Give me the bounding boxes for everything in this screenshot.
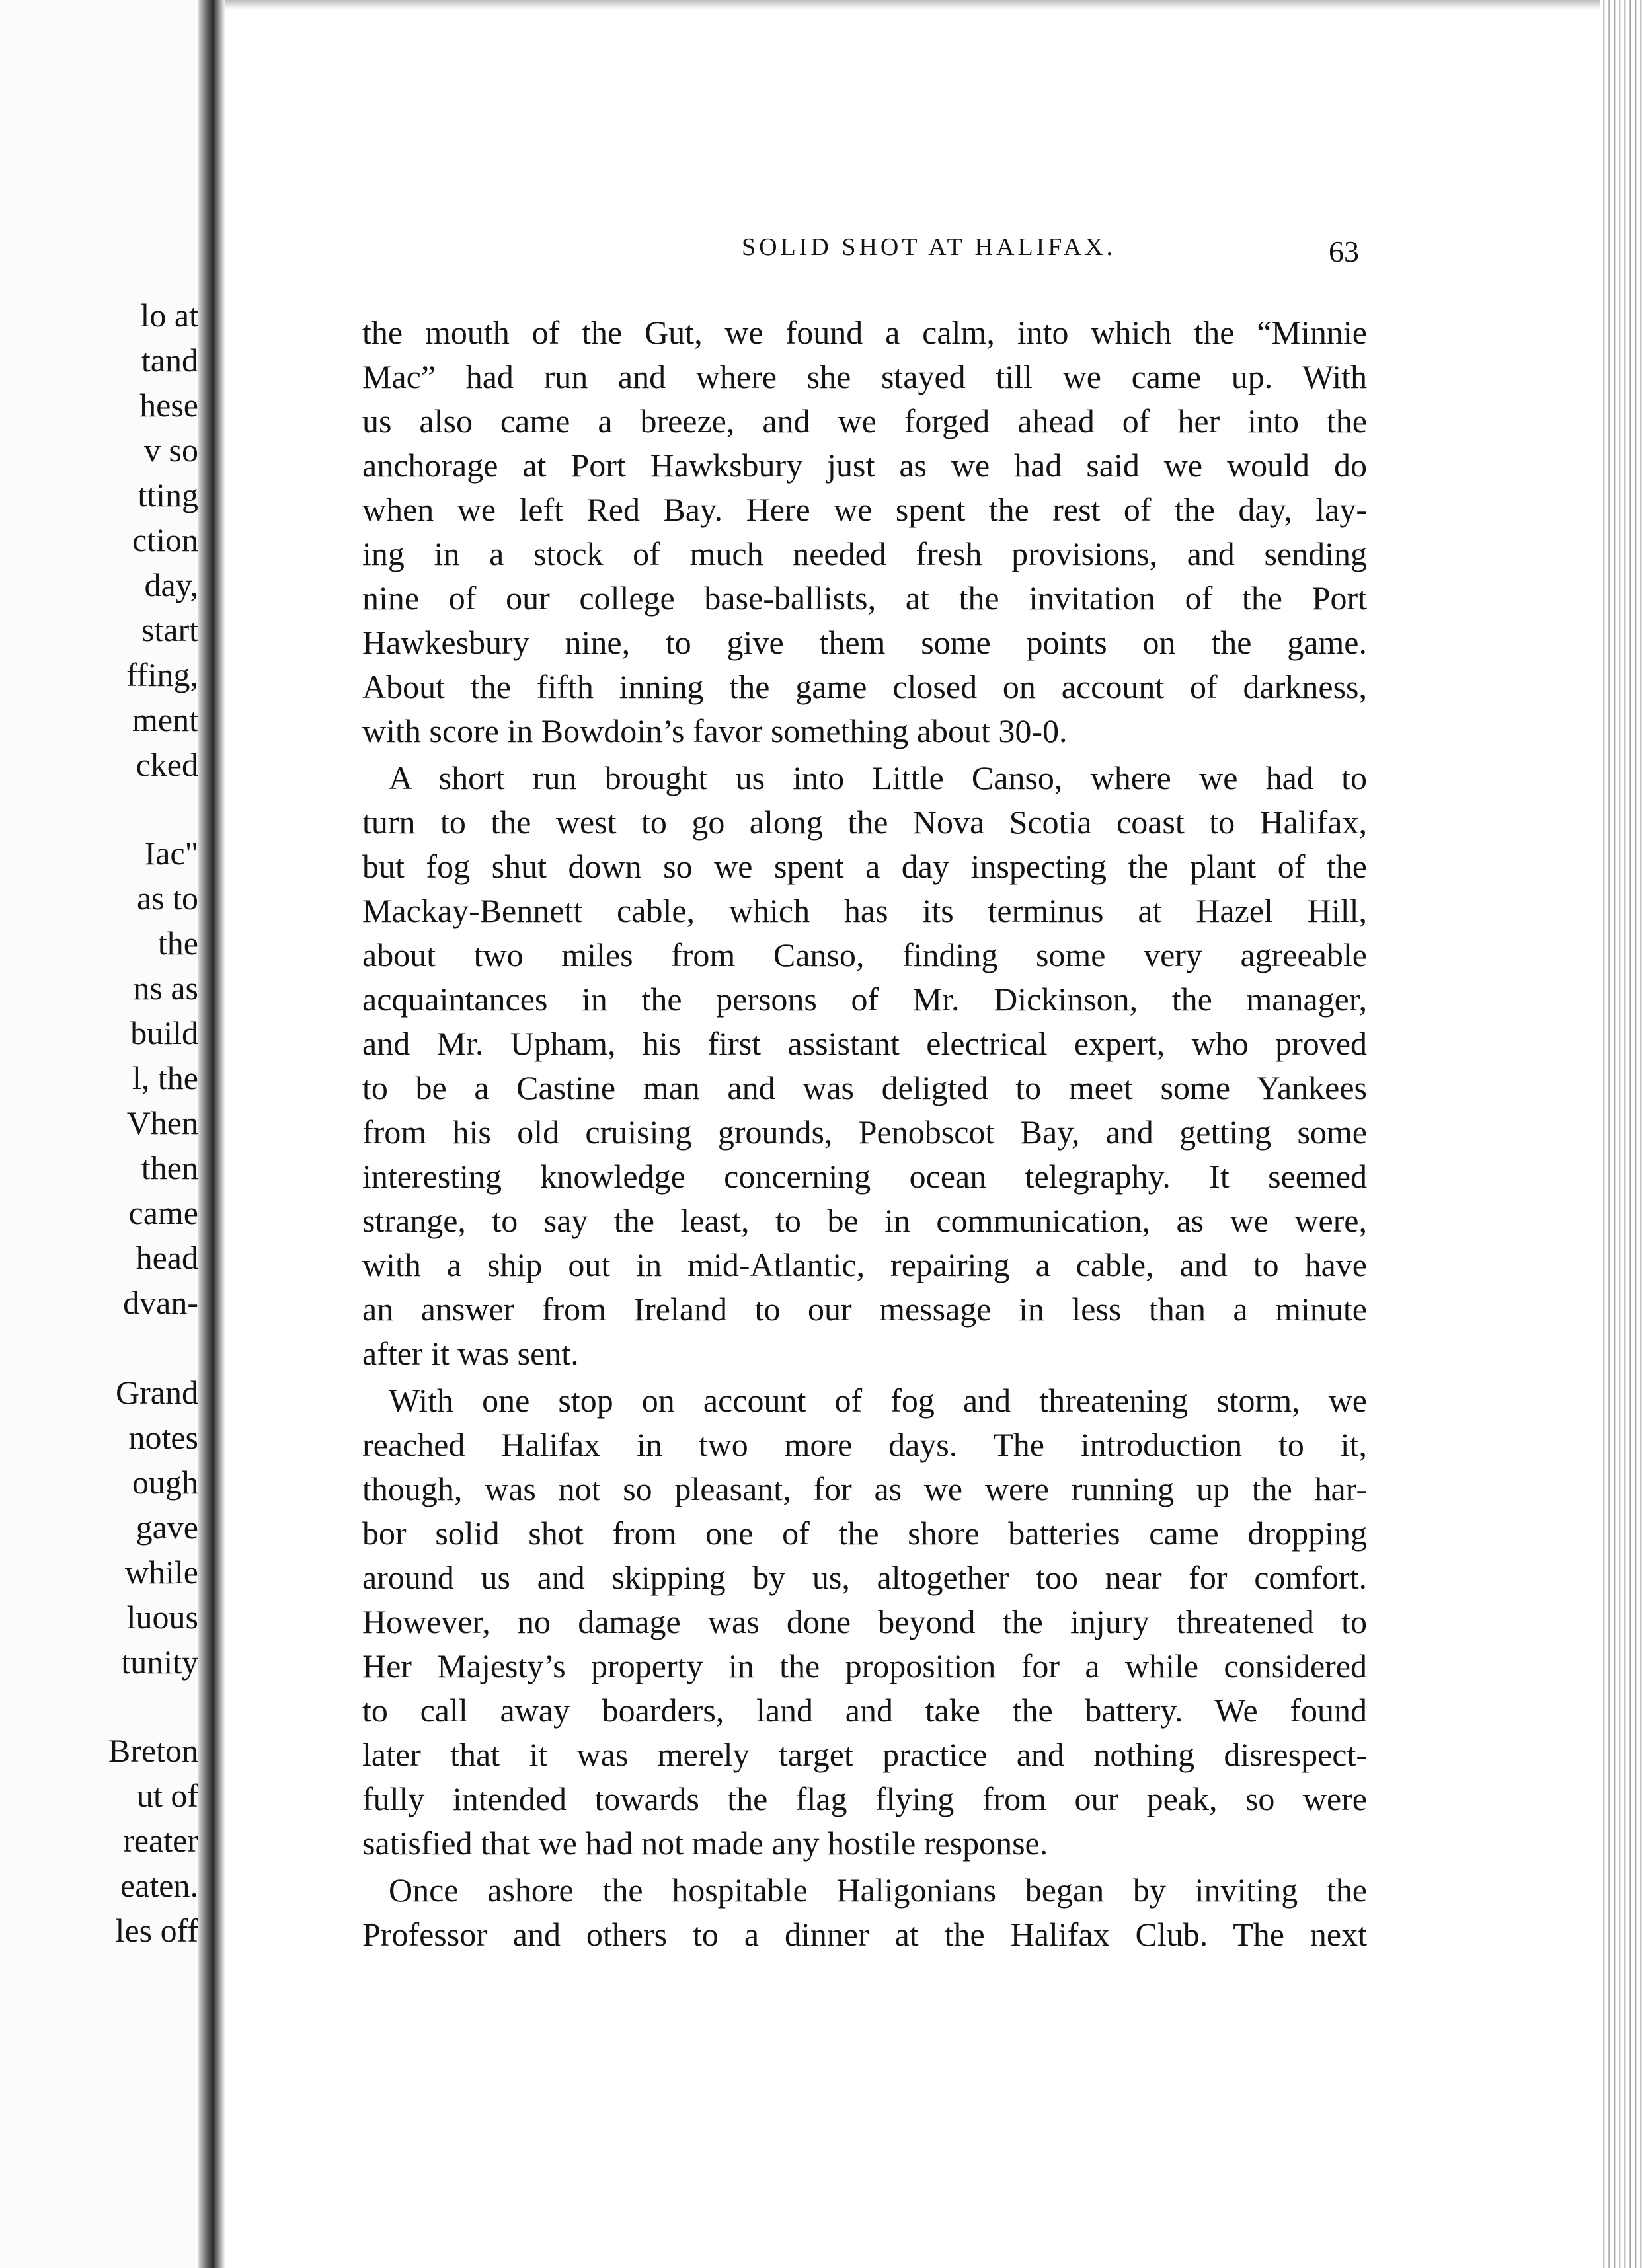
text-line: with score in Bowdoin’s favor something about 30-0. <box>362 712 1068 749</box>
left-page-line: Grand <box>116 1374 198 1411</box>
text-line: reached Halifax in two more days. The introduction to it, <box>362 1426 1367 1463</box>
text-line: and Mr. Upham, his first assistant electrical expert, who proved <box>362 1025 1367 1062</box>
text-line: after it was sent. <box>362 1335 579 1372</box>
text-line: Professor and others to a dinner at the Halifax Club. The next <box>362 1916 1367 1953</box>
text-line: from his old cruising grounds, Penobscot Bay, and getting some <box>362 1114 1367 1151</box>
left-page-line: les off <box>115 1912 198 1949</box>
text-line: when we left Red Bay. Here we spent the rest of the day, lay- <box>362 491 1367 528</box>
left-page-line: tting <box>137 476 198 513</box>
text-line: fully intended towards the flag flying from our peak, so were <box>362 1780 1367 1817</box>
left-page-line: came <box>128 1194 198 1231</box>
text-line: about two miles from Canso, finding some very agreeable <box>362 936 1367 973</box>
left-page-line: the <box>157 925 198 962</box>
left-page-line: build <box>130 1014 198 1051</box>
text-line: anchorage at Port Hawksbury just as we had said we would do <box>362 447 1367 484</box>
text-line: acquaintances in the persons of Mr. Dickinson, the manager, <box>362 981 1367 1018</box>
text-line: With one stop on account of fog and threatening storm, we <box>389 1382 1367 1419</box>
left-page-line: tunity <box>121 1644 198 1681</box>
text-line: Her Majesty’s property in the proposition for a while considered <box>362 1647 1367 1684</box>
text-line: to call away boarders, land and take the battery. We found <box>362 1692 1367 1729</box>
text-line: us also came a breeze, and we forged ahead of her into the <box>362 402 1367 439</box>
left-page-line: cked <box>136 746 198 783</box>
page-edges <box>1600 0 1642 2268</box>
paragraph <box>362 1868 1367 1957</box>
text-line: A short run brought us into Little Canso, where we had to <box>389 759 1367 796</box>
left-page-line: l, the <box>132 1059 198 1096</box>
left-page-line: day, <box>144 566 198 603</box>
text-line: with a ship out in mid-Atlantic, repairing a cable, and to have <box>362 1246 1367 1283</box>
left-page-line: then <box>141 1149 198 1186</box>
left-page-line: as to <box>136 880 198 917</box>
text-line: bor solid shot from one of the shore batteries came dropping <box>362 1515 1367 1552</box>
left-page-line: dvan- <box>123 1284 198 1321</box>
text-line: Hawkesbury nine, to give them some points on the game. <box>362 624 1367 661</box>
left-page-line: Iac" <box>144 835 198 872</box>
left-page-line: ough <box>132 1464 198 1501</box>
text-line: the mouth of the Gut, we found a calm, into which the “Minnie <box>362 314 1367 351</box>
left-page-line: ns as <box>133 969 198 1006</box>
paragraph <box>362 756 1367 1376</box>
text-line: later that it was merely target practice and nothing disrespect- <box>362 1736 1367 1773</box>
text-line: strange, to say the least, to be in communication, as we were, <box>362 1202 1367 1239</box>
running-title: SOLID SHOT AT HALIFAX. <box>741 233 1116 261</box>
text-line: around us and skipping by us, altogether too near for comfort. <box>362 1559 1367 1596</box>
paragraph <box>362 1379 1367 1866</box>
left-page-line: hese <box>139 387 198 424</box>
text-line: to be a Castine man and was deligted to meet some Yankees <box>362 1069 1367 1106</box>
binding-gutter <box>198 0 225 2268</box>
left-page-line: ffing, <box>126 656 198 693</box>
left-page-line: eaten. <box>120 1867 198 1904</box>
text-line: Mackay-Bennett cable, which has its terminus at Hazel Hill, <box>362 892 1367 929</box>
left-page-line: lo at <box>140 297 198 334</box>
left-page-line: start <box>141 611 198 648</box>
left-page-line: reater <box>123 1822 198 1859</box>
text-line: an answer from Ireland to our message in less than a minute <box>362 1291 1367 1328</box>
left-page-line: ment <box>132 701 198 738</box>
body-text <box>362 311 1367 1957</box>
left-page-line: ction <box>132 521 198 558</box>
text-line: Once ashore the hospitable Haligonians began by inviting the <box>389 1871 1367 1909</box>
text-line: satisfied that we had not made any hostile response. <box>362 1825 1048 1862</box>
left-page-line: head <box>136 1239 198 1276</box>
left-page-line: tand <box>141 342 198 379</box>
text-line: though, was not so pleasant, for as we were running up the har- <box>362 1470 1367 1507</box>
left-page-line: gave <box>136 1509 198 1546</box>
text-line: About the fifth inning the game closed on account of darkness, <box>362 668 1367 705</box>
text-line: However, no damage was done beyond the injury threatened to <box>362 1603 1367 1640</box>
text-line: interesting knowledge concerning ocean telegraphy. It seemed <box>362 1158 1367 1195</box>
left-page-line: notes <box>128 1419 198 1456</box>
left-page-line: luous <box>126 1599 198 1636</box>
page-number: 63 <box>1329 235 1359 268</box>
text-line: turn to the west to go along the Nova Scotia coast to Halifax, <box>362 804 1367 841</box>
left-page-line: ut of <box>136 1777 198 1814</box>
text-line: but fog shut down so we spent a day inspecting the plant of the <box>362 848 1367 885</box>
text-line: ing in a stock of much needed fresh provisions, and sending <box>362 535 1367 572</box>
text-line: Mac” had run and where she stayed till we came up. With <box>362 358 1367 395</box>
page-top-edge <box>225 0 1642 9</box>
text-line: nine of our college base-ballists, at the invitation of the Port <box>362 580 1367 617</box>
left-page-line: Vhen <box>126 1104 198 1141</box>
left-page-line: v so <box>144 432 198 469</box>
left-page-line: while <box>124 1554 198 1591</box>
left-page-fragment <box>0 0 198 2268</box>
left-page-line: Breton <box>108 1732 198 1769</box>
paragraph <box>362 311 1367 753</box>
